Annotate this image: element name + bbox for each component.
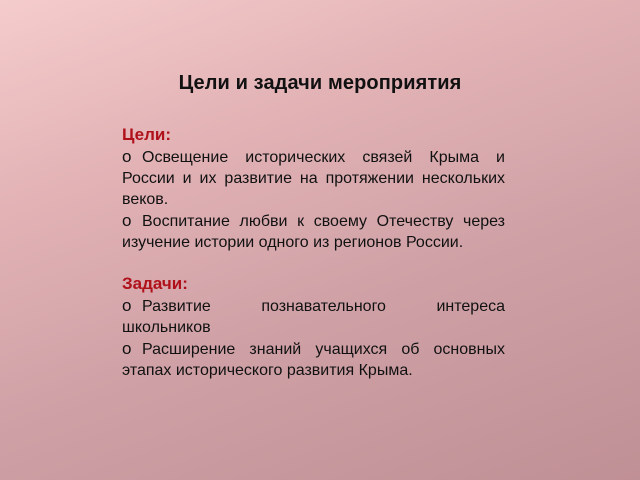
- goal-item-text: Освещение исторических связей Крыма и России и их развитие на протяжении нескольких веков.: [122, 149, 505, 208]
- tasks-list: [122, 295, 505, 381]
- goal-item-1: [122, 146, 505, 210]
- goals-list: [122, 146, 505, 253]
- goal-item-2: [122, 210, 505, 253]
- tasks-heading: Задачи:: [122, 274, 188, 293]
- section-gap: [122, 253, 505, 273]
- task-item-text: Расширение знаний учащихся об основных этапах исторического развития Крыма.: [122, 341, 505, 379]
- slide-content: [122, 124, 505, 381]
- bullet-icon: o: [122, 147, 132, 166]
- bullet-icon: o: [122, 211, 132, 230]
- goals-heading: Цели:: [122, 125, 171, 144]
- bullet-icon: o: [122, 296, 132, 315]
- bullet-icon: o: [122, 339, 132, 358]
- task-item-2: [122, 338, 505, 381]
- task-item-text: Развитие познавательного интереса школьников: [122, 298, 505, 336]
- task-item-1: [122, 295, 505, 338]
- goal-item-text: Воспитание любви к своему Отечеству через изучение истории одного из регионов России.: [122, 213, 505, 251]
- slide-title: Цели и задачи мероприятия: [178, 72, 462, 94]
